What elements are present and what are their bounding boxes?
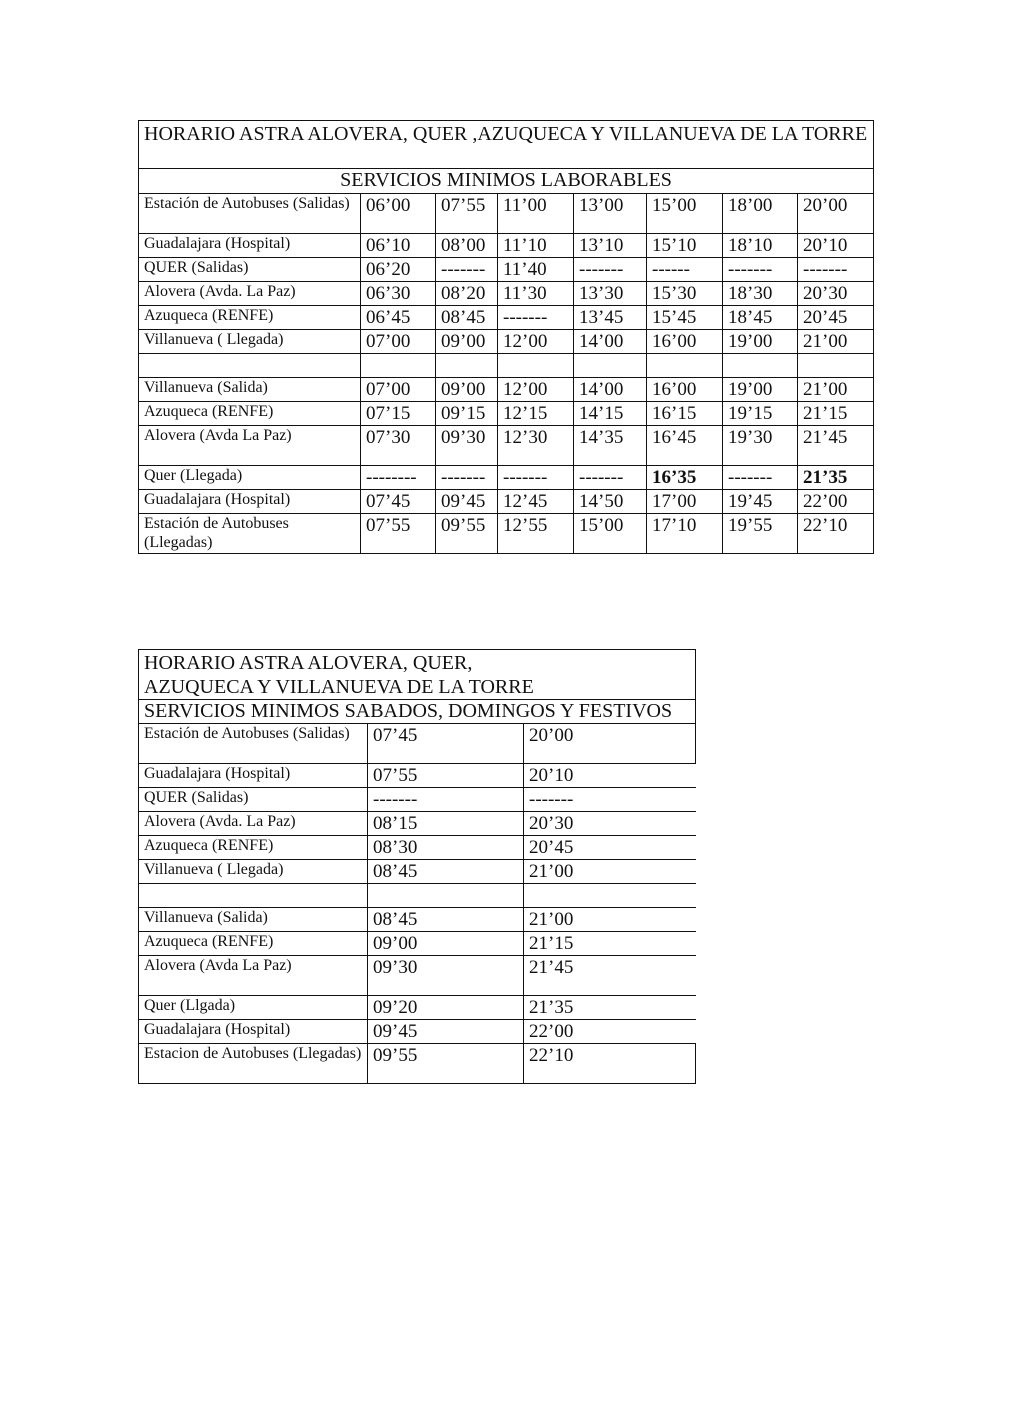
stop-label: Guadalajara (Hospital) [139, 234, 361, 258]
time-cell [798, 354, 874, 378]
stop-label: Guadalajara (Hospital) [139, 490, 361, 514]
time-cell: 06’00 [361, 194, 436, 234]
table-row [139, 514, 874, 554]
time-cell [361, 354, 436, 378]
time-cell: 08’45 [436, 306, 498, 330]
weekday-schedule-table [138, 120, 874, 554]
time-cell: ------- [368, 788, 524, 812]
time-cell: ------- [498, 466, 574, 490]
time-cell: 09’15 [436, 402, 498, 426]
time-cell: 07’55 [361, 514, 436, 554]
weekend-title-line-1: HORARIO ASTRA ALOVERA, QUER, [144, 652, 473, 674]
time-cell: 13’45 [574, 306, 647, 330]
table-row [139, 490, 874, 514]
stop-label: Quer (Llgada) [139, 996, 368, 1020]
table-row [139, 788, 696, 812]
stop-label: Alovera (Avda. La Paz) [139, 812, 368, 836]
time-cell: 09’20 [368, 996, 524, 1020]
stop-label: Estacion de Autobuses (Llegadas) [139, 1044, 368, 1084]
table-row [139, 194, 874, 234]
weekday-title: HORARIO ASTRA ALOVERA, QUER ,AZUQUECA Y VILLANUEVA DE LA TORRE [139, 121, 874, 169]
time-cell: 22’10 [524, 1044, 696, 1084]
weekday-subtitle: SERVICIOS MINIMOS LABORABLES [139, 169, 874, 194]
time-cell: 07’55 [436, 194, 498, 234]
time-cell: 09’00 [436, 378, 498, 402]
stop-label: Azuqueca (RENFE) [139, 932, 368, 956]
stop-label: Guadalajara (Hospital) [139, 1020, 368, 1044]
time-cell: 21’00 [798, 330, 874, 354]
table-row [139, 402, 874, 426]
time-cell: 21’45 [798, 426, 874, 466]
table-row [139, 282, 874, 306]
time-cell: 07’45 [368, 724, 524, 764]
weekend-schedule-table [138, 649, 696, 1084]
time-cell: ------- [723, 466, 798, 490]
time-cell: 20’45 [798, 306, 874, 330]
time-cell: 19’55 [723, 514, 798, 554]
time-cell: 07’15 [361, 402, 436, 426]
time-cell: 12’55 [498, 514, 574, 554]
time-cell: ------- [723, 258, 798, 282]
time-cell: 17’00 [647, 490, 723, 514]
time-cell: 09’45 [436, 490, 498, 514]
table-row [139, 956, 696, 996]
stop-label: Villanueva (Salida) [139, 378, 361, 402]
stop-label: Alovera (Avda La Paz) [139, 426, 361, 466]
weekend-subtitle-row [139, 700, 696, 724]
stop-label: Azuqueca (RENFE) [139, 836, 368, 860]
table-row [139, 426, 874, 466]
stop-label [139, 354, 361, 378]
time-cell: 21’00 [524, 908, 696, 932]
table-row [139, 234, 874, 258]
time-cell: 21’35 [798, 466, 874, 490]
time-cell: 09’00 [436, 330, 498, 354]
spacer-row [139, 884, 696, 908]
time-cell: 20’10 [798, 234, 874, 258]
time-cell: 16’00 [647, 378, 723, 402]
time-cell: 09’45 [368, 1020, 524, 1044]
weekend-title-line-2: AZUQUECA Y VILLANUEVA DE LA TORRE [144, 676, 534, 698]
time-cell: 20’45 [524, 836, 696, 860]
time-cell: 13’30 [574, 282, 647, 306]
time-cell: ------- [574, 466, 647, 490]
time-cell: 12’00 [498, 378, 574, 402]
time-cell: 18’45 [723, 306, 798, 330]
weekend-title-row [139, 650, 696, 700]
time-cell: 08’45 [368, 860, 524, 884]
weekday-subtitle-row [139, 169, 874, 194]
stop-label: Guadalajara (Hospital) [139, 764, 368, 788]
stop-label: Estación de Autobuses (Salidas) [139, 194, 361, 234]
time-cell: 16’35 [647, 466, 723, 490]
table-row [139, 306, 874, 330]
time-cell: 14’00 [574, 378, 647, 402]
table-row [139, 932, 696, 956]
time-cell: 14’00 [574, 330, 647, 354]
table-row [139, 908, 696, 932]
time-cell: 15’30 [647, 282, 723, 306]
stop-label: Azuqueca (RENFE) [139, 306, 361, 330]
time-cell: ------- [574, 258, 647, 282]
time-cell: 08’20 [436, 282, 498, 306]
time-cell: 11’40 [498, 258, 574, 282]
time-cell: 15’00 [574, 514, 647, 554]
stop-label: Azuqueca (RENFE) [139, 402, 361, 426]
stop-label: Villanueva ( Llegada) [139, 860, 368, 884]
stop-label: QUER (Salidas) [139, 788, 368, 812]
time-cell: 22’00 [798, 490, 874, 514]
time-cell: 22’10 [798, 514, 874, 554]
time-cell: 12’45 [498, 490, 574, 514]
time-cell: 21’15 [798, 402, 874, 426]
table-row [139, 836, 696, 860]
time-cell: 20’10 [524, 764, 696, 788]
time-cell: 20’00 [798, 194, 874, 234]
weekend-subtitle: SERVICIOS MINIMOS SABADOS, DOMINGOS Y FESTIVOS [139, 700, 696, 724]
time-cell: 13’00 [574, 194, 647, 234]
time-cell: 18’10 [723, 234, 798, 258]
time-cell [723, 354, 798, 378]
time-cell: 17’10 [647, 514, 723, 554]
table-row [139, 764, 696, 788]
weekend-title [139, 650, 696, 700]
weekday-title-row [139, 121, 874, 169]
time-cell: 22’00 [524, 1020, 696, 1044]
time-cell: 07’00 [361, 378, 436, 402]
time-cell: 14’35 [574, 426, 647, 466]
time-cell [436, 354, 498, 378]
stop-label: Alovera (Avda. La Paz) [139, 282, 361, 306]
time-cell: 14’15 [574, 402, 647, 426]
time-cell: ------ [647, 258, 723, 282]
time-cell: 15’45 [647, 306, 723, 330]
time-cell: 09’30 [368, 956, 524, 996]
time-cell: 20’30 [524, 812, 696, 836]
time-cell: ------- [524, 788, 696, 812]
time-cell: 09’00 [368, 932, 524, 956]
table-row [139, 1020, 696, 1044]
time-cell: 16’15 [647, 402, 723, 426]
time-cell: 21’15 [524, 932, 696, 956]
time-cell: 08’15 [368, 812, 524, 836]
time-cell: 21’45 [524, 956, 696, 996]
time-cell: 18’00 [723, 194, 798, 234]
time-cell: 06’45 [361, 306, 436, 330]
stop-label: Villanueva ( Llegada) [139, 330, 361, 354]
time-cell: ------- [498, 306, 574, 330]
table-row [139, 860, 696, 884]
time-cell: 08’00 [436, 234, 498, 258]
time-cell: 06’20 [361, 258, 436, 282]
table-row [139, 258, 874, 282]
table-row [139, 466, 874, 490]
time-cell: 20’00 [524, 724, 696, 764]
time-cell: 19’45 [723, 490, 798, 514]
stop-label: Estación de Autobuses (Salidas) [139, 724, 368, 764]
time-cell: 11’00 [498, 194, 574, 234]
time-cell: 11’10 [498, 234, 574, 258]
time-cell: 07’45 [361, 490, 436, 514]
time-cell: 12’00 [498, 330, 574, 354]
stop-label: Quer (Llegada) [139, 466, 361, 490]
time-cell: 09’30 [436, 426, 498, 466]
stop-label: Estación de Autobuses (Llegadas) [139, 514, 361, 554]
time-cell: 08’30 [368, 836, 524, 860]
time-cell: 07’00 [361, 330, 436, 354]
table-row [139, 724, 696, 764]
spacer-row [139, 354, 874, 378]
time-cell: 09’55 [368, 1044, 524, 1084]
time-cell: 18’30 [723, 282, 798, 306]
time-cell: 19’00 [723, 330, 798, 354]
time-cell: 07’30 [361, 426, 436, 466]
time-cell: ------- [798, 258, 874, 282]
table-row [139, 996, 696, 1020]
time-cell [524, 884, 696, 908]
time-cell: 21’00 [798, 378, 874, 402]
time-cell [368, 884, 524, 908]
time-cell: 20’30 [798, 282, 874, 306]
time-cell [498, 354, 574, 378]
time-cell [647, 354, 723, 378]
time-cell: 12’15 [498, 402, 574, 426]
time-cell: ------- [436, 466, 498, 490]
time-cell: 14’50 [574, 490, 647, 514]
time-cell: ------- [436, 258, 498, 282]
time-cell: 12’30 [498, 426, 574, 466]
table-row [139, 378, 874, 402]
time-cell [574, 354, 647, 378]
time-cell: 06’30 [361, 282, 436, 306]
time-cell: 21’00 [524, 860, 696, 884]
time-cell: 09’55 [436, 514, 498, 554]
time-cell: 16’00 [647, 330, 723, 354]
time-cell: 15’10 [647, 234, 723, 258]
time-cell: 19’30 [723, 426, 798, 466]
time-cell: 13’10 [574, 234, 647, 258]
table-row [139, 1044, 696, 1084]
stop-label: QUER (Salidas) [139, 258, 361, 282]
table-row [139, 812, 696, 836]
time-cell: 08’45 [368, 908, 524, 932]
stop-label [139, 884, 368, 908]
time-cell: 21’35 [524, 996, 696, 1020]
time-cell: 11’30 [498, 282, 574, 306]
table-row [139, 330, 874, 354]
time-cell: 19’00 [723, 378, 798, 402]
time-cell: -------- [361, 466, 436, 490]
stop-label: Villanueva (Salida) [139, 908, 368, 932]
time-cell: 07’55 [368, 764, 524, 788]
stop-label: Alovera (Avda La Paz) [139, 956, 368, 996]
time-cell: 16’45 [647, 426, 723, 466]
time-cell: 15’00 [647, 194, 723, 234]
time-cell: 06’10 [361, 234, 436, 258]
time-cell: 19’15 [723, 402, 798, 426]
